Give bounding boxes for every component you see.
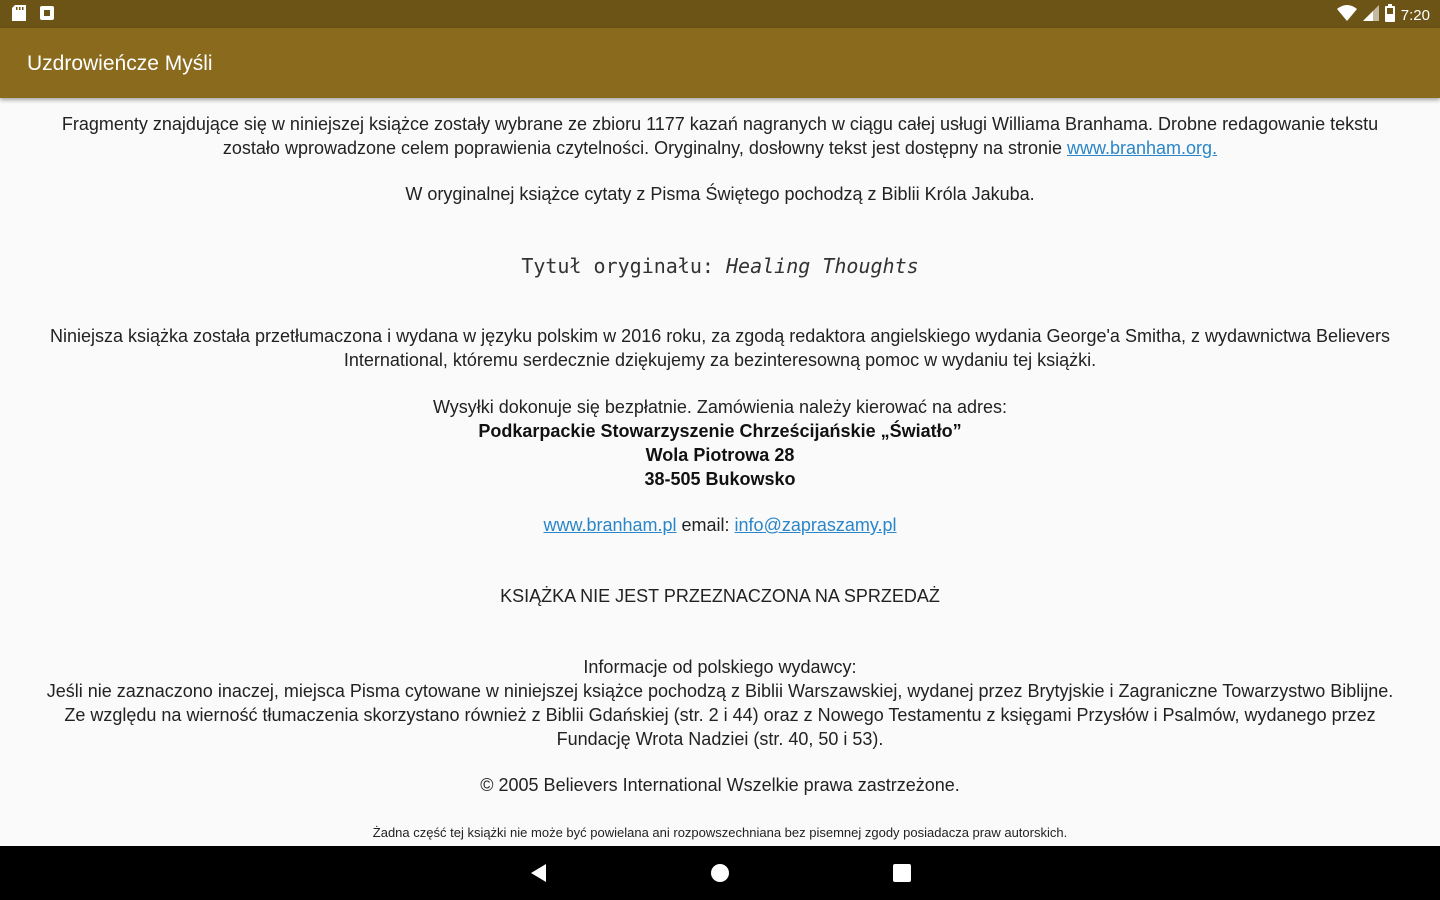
battery-icon xyxy=(1385,4,1395,26)
ordering-info xyxy=(40,395,1400,491)
home-icon xyxy=(710,863,730,883)
status-bar xyxy=(0,0,1440,28)
back-button[interactable] xyxy=(523,858,553,888)
navigation-bar xyxy=(0,846,1440,900)
sd-card-icon xyxy=(12,5,26,26)
contact-line xyxy=(40,513,1400,537)
branham-org-link[interactable]: www.branham.org. xyxy=(1067,138,1218,158)
publisher-info xyxy=(40,655,1400,751)
recents-button[interactable] xyxy=(887,858,917,888)
notification-icon xyxy=(40,6,54,25)
email-label: email: xyxy=(676,515,735,535)
original-title-label: Tytuł oryginału: xyxy=(521,254,727,278)
home-button[interactable] xyxy=(705,858,735,888)
sources-paragraph xyxy=(40,112,1400,160)
status-time: 7:20 xyxy=(1400,6,1430,24)
publisher-info-heading: Informacje od polskiego wydawcy: xyxy=(583,657,857,677)
branham-pl-link[interactable]: www.branham.pl xyxy=(543,515,677,535)
app-title: Uzdrowieńcze Myśli xyxy=(27,52,213,75)
original-title xyxy=(40,252,1400,280)
publisher-name: Podkarpackie Stowarzyszenie Chrześcijańskie „Światło” xyxy=(478,421,962,441)
book-info-content xyxy=(0,100,1440,846)
status-left xyxy=(12,5,54,26)
app-bar xyxy=(0,28,1440,98)
rights-notice: Żadna część tej książki nie może być powielana ani rozpowszechniana bez pisemnej zgody posiadacza praw autorskich. xyxy=(372,825,1068,840)
sources-text: Fragmenty znajdujące się w niniejszej książce zostały wybrane ze zbioru 1177 kazań nagranych w ciągu całej usługi Williama Branhama. Drobne redagowanie tekstu zostało wprowadzone celem poprawienia czytelności. Oryginalny, dosłowny tekst jest dostępny na stronie xyxy=(61,114,1379,158)
signal-icon xyxy=(1363,5,1379,25)
email-link[interactable]: info@zapraszamy.pl xyxy=(734,515,897,535)
not-for-sale-notice: KSIĄŻKA NIE JEST PRZEZNACZONA NA SPRZEDAŻ xyxy=(500,586,940,606)
publisher-city: 38-505 Bukowsko xyxy=(644,469,796,489)
original-title-value: Healing Thoughts xyxy=(726,254,919,278)
publisher-street: Wola Piotrowa 28 xyxy=(645,445,795,465)
back-icon xyxy=(529,863,547,883)
copyright-notice: © 2005 Believers International Wszelkie prawa zastrzeżone. xyxy=(480,775,960,795)
translation-note: Niniejsza książka została przetłumaczona i wydana w języku polskim w 2016 roku, za zgodą redaktora angielskiego wydania George'a Smitha, z wydawnictwa Believers International, któremu serdecznie dziękujemy za bezinteresowną pomoc w wydaniu tej książki. xyxy=(49,326,1391,370)
ordering-line: Wysyłki dokonuje się bezpłatnie. Zamówienia należy kierować na adres: xyxy=(432,397,1008,417)
wifi-icon xyxy=(1337,5,1357,25)
recents-icon xyxy=(893,864,911,882)
publisher-info-body: Jeśli nie zaznaczono inaczej, miejsca Pisma cytowane w niniejszej książce pochodzą z Biblii Warszawskiej, wydanej przez Brytyjskie i Zagraniczne Towarzystwo Biblijne. Ze względu na wierność tłumaczenia skorzystano również z Biblii Gdańskiej (str. 2 i 44) oraz z Nowego Testamentu z księgami Przysłów i Psalmów, wydanego przez Fundację Wrota Nadziei (str. 40, 50 i 53). xyxy=(46,681,1394,749)
scripture-note: W oryginalnej książce cytaty z Pisma Świętego pochodzą z Biblii Króla Jakuba. xyxy=(405,184,1035,204)
status-right xyxy=(1337,4,1430,26)
